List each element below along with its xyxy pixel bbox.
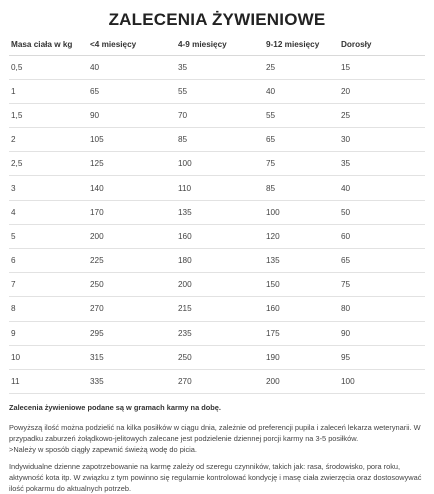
table-row — [9, 321, 425, 345]
weight-cell: 2,5 — [9, 152, 88, 176]
4-9-months-cell: 85 — [176, 128, 264, 152]
9-12-months-cell: 40 — [264, 79, 339, 103]
header-9-12-months: 9-12 miesięcy — [264, 35, 339, 55]
4-9-months-cell: 55 — [176, 79, 264, 103]
9-12-months-cell: 150 — [264, 273, 339, 297]
9-12-months-cell: 135 — [264, 249, 339, 273]
weight-cell: 0,5 — [9, 55, 88, 79]
9-12-months-cell: 85 — [264, 176, 339, 200]
table-row — [9, 273, 425, 297]
notes-lead: Zalecenia żywieniowe podane są w gramach karmy na dobę. — [9, 403, 221, 413]
4-9-months-cell: 200 — [176, 273, 264, 297]
table-row — [9, 79, 425, 103]
4-9-months-cell: 70 — [176, 103, 264, 127]
table-row — [9, 369, 425, 393]
4-9-months-cell: 235 — [176, 321, 264, 345]
4-9-months-cell: 135 — [176, 200, 264, 224]
9-12-months-cell: 65 — [264, 128, 339, 152]
under-4-months-cell: 140 — [88, 176, 176, 200]
weight-cell: 4 — [9, 200, 88, 224]
4-9-months-cell: 160 — [176, 224, 264, 248]
adult-cell: 35 — [339, 152, 425, 176]
weight-cell: 3 — [9, 176, 88, 200]
9-12-months-cell: 190 — [264, 345, 339, 369]
under-4-months-cell: 125 — [88, 152, 176, 176]
under-4-months-cell: 200 — [88, 224, 176, 248]
adult-cell: 100 — [339, 369, 425, 393]
weight-cell: 1,5 — [9, 103, 88, 127]
table-row — [9, 176, 425, 200]
adult-cell: 15 — [339, 55, 425, 79]
9-12-months-cell: 200 — [264, 369, 339, 393]
page-title: ZALECENIA ŻYWIENIOWE — [108, 10, 326, 29]
notes-water-text: >Należy w sposób ciągły zapewnić świeżą wodę do picia. — [9, 445, 197, 455]
weight-cell: 10 — [9, 345, 88, 369]
table-row — [9, 345, 425, 369]
4-9-months-cell: 110 — [176, 176, 264, 200]
under-4-months-cell: 40 — [88, 55, 176, 79]
under-4-months-cell: 335 — [88, 369, 176, 393]
table-row — [9, 224, 425, 248]
adult-cell: 75 — [339, 273, 425, 297]
adult-cell: 25 — [339, 103, 425, 127]
weight-cell: 11 — [9, 369, 88, 393]
9-12-months-cell: 75 — [264, 152, 339, 176]
adult-cell: 65 — [339, 249, 425, 273]
table-row — [9, 297, 425, 321]
under-4-months-cell: 295 — [88, 321, 176, 345]
table-row — [9, 152, 425, 176]
9-12-months-cell: 120 — [264, 224, 339, 248]
4-9-months-cell: 35 — [176, 55, 264, 79]
weight-cell: 9 — [9, 321, 88, 345]
under-4-months-cell: 270 — [88, 297, 176, 321]
4-9-months-cell: 270 — [176, 369, 264, 393]
9-12-months-cell: 175 — [264, 321, 339, 345]
adult-cell: 20 — [339, 79, 425, 103]
weight-cell: 6 — [9, 249, 88, 273]
table-header-row — [9, 35, 425, 55]
notes-paragraph-1 — [9, 422, 425, 455]
adult-cell: 30 — [339, 128, 425, 152]
weight-cell: 8 — [9, 297, 88, 321]
weight-cell: 5 — [9, 224, 88, 248]
table-row — [9, 249, 425, 273]
under-4-months-cell: 90 — [88, 103, 176, 127]
weight-cell: 1 — [9, 79, 88, 103]
adult-cell: 60 — [339, 224, 425, 248]
9-12-months-cell: 160 — [264, 297, 339, 321]
4-9-months-cell: 215 — [176, 297, 264, 321]
notes-paragraph-2: Indywidualne dzienne zapotrzebowanie na karmę zależy od szeregu czynników, takich jak: rasa, środowisko, pora roku, aktywność kota itp. W związku z tym powinno się regularnie kontrolować kondycję i masę ciała zwierzęcia oraz dostosowywać ilość pokarmu do aktualnych potrzeb. — [9, 462, 422, 494]
notes-portion-text: Powyższą ilość można podzielić na kilka posiłków w ciągu dnia, zależnie od preferencji pupila i zaleceń lekarza weterynarii. W przypadku zaburzeń żołądkowo-jelitowych zalecane jest podzielenie dziennej porcji karmy na 3-5 posiłków. — [9, 423, 421, 444]
under-4-months-cell: 250 — [88, 273, 176, 297]
under-4-months-cell: 65 — [88, 79, 176, 103]
feeding-table — [9, 35, 425, 394]
adult-cell: 95 — [339, 345, 425, 369]
adult-cell: 50 — [339, 200, 425, 224]
weight-cell: 2 — [9, 128, 88, 152]
header-4-9-months: 4-9 miesięcy — [176, 35, 264, 55]
table-body — [9, 55, 425, 394]
table-row — [9, 103, 425, 127]
under-4-months-cell: 315 — [88, 345, 176, 369]
weight-cell: 7 — [9, 273, 88, 297]
4-9-months-cell: 250 — [176, 345, 264, 369]
header-adult: Dorosły — [339, 35, 425, 55]
9-12-months-cell: 25 — [264, 55, 339, 79]
4-9-months-cell: 100 — [176, 152, 264, 176]
9-12-months-cell: 55 — [264, 103, 339, 127]
adult-cell: 90 — [339, 321, 425, 345]
notes-section — [9, 402, 425, 494]
table-row — [9, 200, 425, 224]
header-weight: Masa ciała w kg — [9, 35, 88, 55]
under-4-months-cell: 105 — [88, 128, 176, 152]
table-row — [9, 128, 425, 152]
under-4-months-cell: 225 — [88, 249, 176, 273]
adult-cell: 40 — [339, 176, 425, 200]
header-under-4-months: <4 miesięcy — [88, 35, 176, 55]
under-4-months-cell: 170 — [88, 200, 176, 224]
9-12-months-cell: 100 — [264, 200, 339, 224]
adult-cell: 80 — [339, 297, 425, 321]
4-9-months-cell: 180 — [176, 249, 264, 273]
table-row — [9, 55, 425, 79]
